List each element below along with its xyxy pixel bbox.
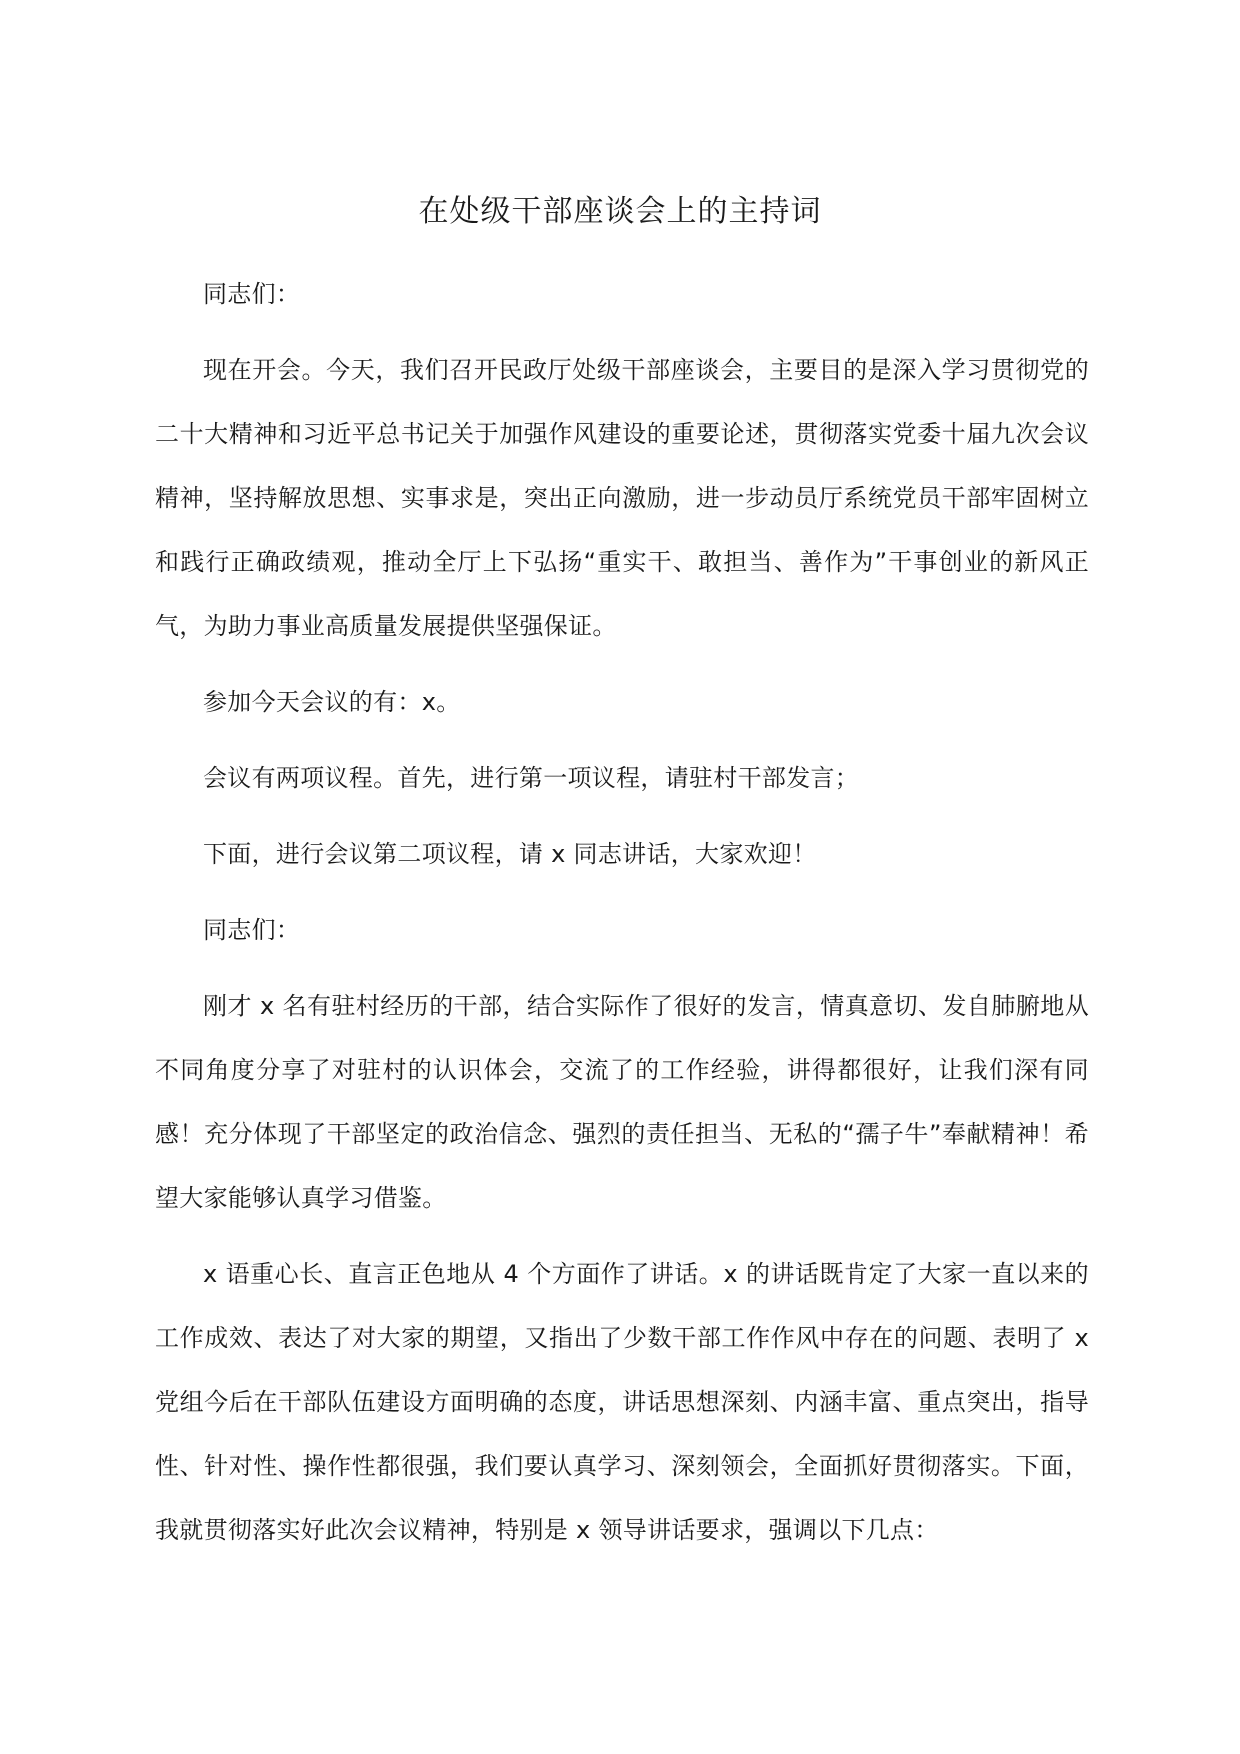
paragraph-summary-leader: x 语重心长、直言正色地从 4 个方面作了讲话。x 的讲话既肯定了大家一直以来的工作成效、表达了对大家的期望，又指出了少数干部工作作风中存在的问题、表明了 x 党组今后在干部队伍建设方面明确的态度，讲话思想深刻、内涵丰富、重点突出，指导性、针对性、操作性都很强，我们要认真学习、深刻领会，全面抓好贯彻落实。下面，我就贯彻落实好此次会议精神，特别是 x 领导讲话要求，强调以下几点： xyxy=(155,1260,1089,1544)
document-body xyxy=(155,262,1089,1574)
paragraph-opening: 现在开会。今天，我们召开民政厅处级干部座谈会，主要目的是深入学习贯彻党的二十大精神和习近平总书记关于加强作风建设的重要论述，贯彻落实党委十届九次会议精神，坚持解放思想、实事求是，突出正向激励，进一步动员厅系统党员干部牢固树立和践行正确政绩观，推动全厅上下弘扬“重实干、敢担当、善作为”干事创业的新风正气，为助力事业高质量发展提供坚强保证。 xyxy=(155,356,1089,640)
paragraph-attendees: 参加今天会议的有：x。 xyxy=(203,688,461,716)
paragraph-salutation-second: 同志们： xyxy=(203,916,301,944)
document-title: 在处级干部座谈会上的主持词 xyxy=(418,194,822,229)
paragraph-agenda-first: 会议有两项议程。首先，进行第一项议程，请驻村干部发言； xyxy=(203,764,860,792)
paragraph-summary-speeches: 刚才 x 名有驻村经历的干部，结合实际作了很好的发言，情真意切、发自肺腑地从不同角度分享了对驻村的认识体会，交流了的工作经验，讲得都很好，让我们深有同感！充分体现了干部坚定的政治信念、强烈的责任担当、无私的“孺子牛”奉献精神！希望大家能够认真学习借鉴。 xyxy=(155,992,1089,1212)
paragraph-salutation: 同志们： xyxy=(203,280,301,308)
paragraph-agenda-second: 下面，进行会议第二项议程，请 x 同志讲话，大家欢迎！ xyxy=(203,840,817,868)
